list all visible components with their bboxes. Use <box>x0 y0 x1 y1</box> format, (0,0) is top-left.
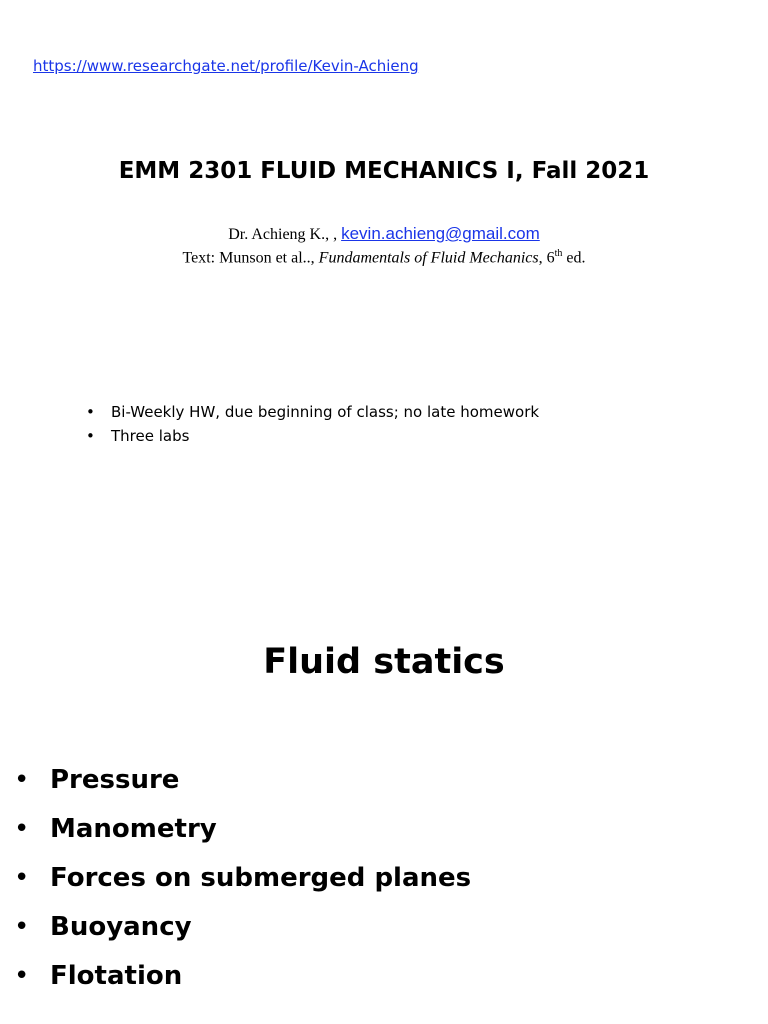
bullet-icon: • <box>86 403 95 421</box>
list-item <box>14 907 471 956</box>
profile-link[interactable]: https://www.researchgate.net/profile/Kevin-Achieng <box>33 57 419 75</box>
list-item <box>86 402 539 426</box>
list-item <box>86 426 539 450</box>
list-item <box>14 809 471 858</box>
topic-text: Pressure <box>50 765 180 795</box>
instructor-line <box>0 224 768 244</box>
instructor-name: Dr. Achieng K., , <box>228 226 342 243</box>
course-title: EMM 2301 FLUID MECHANICS I, Fall 2021 <box>118 158 650 184</box>
textbook-edition: , 6 <box>538 249 555 267</box>
bullet-icon: • <box>14 912 30 942</box>
bullet-icon: • <box>14 863 30 893</box>
bullet-icon: • <box>14 765 30 795</box>
bullet-icon: • <box>14 814 30 844</box>
topics-list <box>14 760 471 1005</box>
topic-text: Forces on submerged planes <box>50 863 472 893</box>
textbook-line <box>0 248 768 267</box>
topic-text: Flotation <box>50 961 183 991</box>
textbook-edition-suffix: th <box>554 248 563 259</box>
topic-text: Manometry <box>50 814 217 844</box>
list-item <box>14 760 471 809</box>
instructor-email-link[interactable]: kevin.achieng@gmail.com <box>341 224 540 243</box>
list-item <box>14 956 471 1005</box>
list-item-text: Bi-Weekly HW, due beginning of class; no late homework <box>111 403 540 421</box>
section-title: Fluid statics <box>263 642 505 682</box>
course-notes-list <box>86 402 539 450</box>
list-item <box>14 858 471 907</box>
topic-text: Buoyancy <box>50 912 192 942</box>
textbook-title: Fundamentals of Fluid Mechanics <box>318 249 539 267</box>
bullet-icon: • <box>14 961 30 991</box>
list-item-text: Three labs <box>111 427 190 445</box>
bullet-icon: • <box>86 427 95 445</box>
textbook-ed: ed. <box>562 249 586 267</box>
textbook-prefix: Text: Munson et al.., <box>182 249 319 267</box>
